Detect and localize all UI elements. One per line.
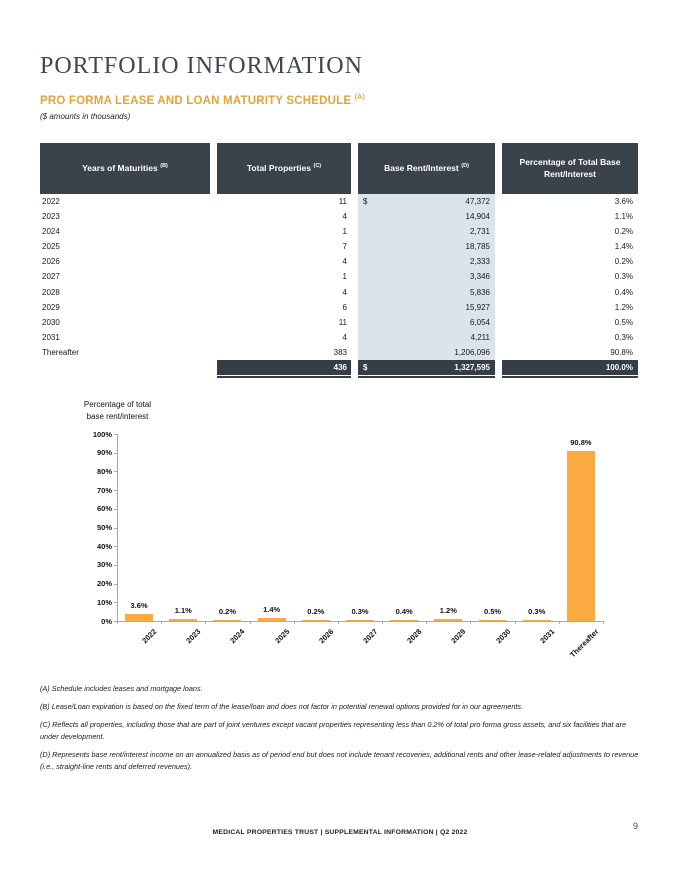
x-category-label: 2024: [228, 627, 247, 646]
y-tick-mark: [114, 602, 117, 603]
y-tick-mark: [114, 471, 117, 472]
chart-bar: [302, 620, 330, 621]
base-rent-value: 47,372: [465, 197, 490, 206]
table-cell-year: Thereafter: [42, 347, 79, 357]
table-cell-properties: 4: [342, 212, 347, 222]
y-tick-mark: [114, 565, 117, 566]
x-category-label: 2025: [272, 627, 291, 646]
y-tick-mark: [114, 490, 117, 491]
table-cell-properties: 4: [342, 287, 347, 297]
base-rent-value: 2,731: [469, 227, 490, 237]
x-category-label: 2031: [537, 627, 557, 646]
table-cell-year: 2027: [42, 272, 60, 282]
table-cell-properties: 7: [342, 242, 347, 252]
section-title-footnote-ref: (A): [354, 94, 365, 101]
base-rent-value: 18,785: [465, 242, 490, 252]
x-tick-mark: [338, 621, 339, 624]
table-cell-base-rent: [358, 315, 495, 330]
table-cell-percentage: 0.2%: [614, 257, 633, 267]
y-tick-label: 50%: [96, 523, 112, 532]
table-cell-percentage: 90.8%: [610, 347, 633, 357]
table-cell-base-rent: [358, 239, 495, 254]
table-cell-properties: 1: [342, 272, 347, 282]
table-total-percentage: 100.0%: [502, 360, 638, 375]
table-total-properties: 436: [217, 360, 351, 375]
table-cell-year: 2025: [42, 242, 60, 252]
y-tick-label: 20%: [96, 579, 112, 589]
y-tick-mark: [114, 621, 117, 622]
section-title-text: PRO FORMA LEASE AND LOAN MATURITY SCHEDULE: [40, 94, 352, 107]
bar-value-label: 0.4%: [395, 607, 413, 616]
table-cell-year: 2029: [42, 302, 60, 312]
footnote: (C) Reflects all properties, including those that are part of joint ventures except vacant properties representing less than 0.2% of total pro forma gross assets, and six facilities that are under development.: [40, 720, 627, 742]
bar-value-label: 0.5%: [483, 607, 502, 616]
chart-bar: [567, 451, 595, 621]
chart-y-axis-title: [55, 399, 180, 422]
y-tick-label: 70%: [96, 485, 112, 495]
bar-value-label: 1.4%: [263, 605, 281, 614]
base-rent-value: 1,206,096: [454, 347, 490, 357]
base-rent-total-value: 1,327,595: [454, 363, 490, 373]
x-category-label: 2030: [493, 627, 512, 646]
chart-bar: [346, 620, 374, 621]
table-cell-percentage: 0.4%: [614, 287, 633, 297]
table-header-cell: [358, 143, 495, 194]
table-cell-percentage: 3.6%: [614, 197, 633, 206]
x-category-label: 2026: [317, 627, 336, 646]
table-header-footnote-ref: (B): [158, 162, 168, 169]
y-tick-label: 80%: [96, 466, 112, 476]
amounts-note: ($ amounts in thousands): [40, 112, 131, 121]
chart-bar: [434, 619, 462, 621]
x-category-label: 2028: [405, 627, 424, 646]
chart-bar: [258, 618, 286, 621]
table-cell-percentage: 0.5%: [614, 317, 633, 327]
chart-bar: [523, 620, 551, 621]
maturity-schedule-table: [40, 143, 638, 375]
x-tick-mark: [294, 621, 295, 624]
table-cell-base-rent: [358, 194, 495, 209]
table-header-label: Base Rent/Interest $^{(D)}$: [384, 162, 469, 173]
table-header-cell: [40, 143, 210, 194]
chart-y-axis-title-line: base rent/interest: [86, 411, 149, 421]
footer-text: MEDICAL PROPERTIES TRUST | SUPPLEMENTAL INFORMATION | Q2 2022: [212, 829, 468, 836]
base-rent-value: 15,927: [465, 302, 490, 312]
table-header-label: Years of Maturities $^{(B)}$: [82, 162, 168, 173]
footnotes: [40, 683, 640, 779]
bar-value-label: 0.2%: [307, 607, 325, 616]
base-rent-value: 3,346: [469, 272, 490, 282]
page-number: 9: [632, 821, 638, 831]
y-tick-mark: [114, 528, 117, 529]
y-tick-label: 30%: [96, 560, 112, 570]
x-category-label: 2022: [140, 627, 159, 646]
table-cell-base-rent: [358, 300, 495, 315]
table-cell-base-rent: [358, 285, 495, 300]
x-tick-mark: [470, 621, 471, 624]
base-rent-value: 2,333: [469, 257, 490, 267]
table-cell-properties: 11: [338, 317, 347, 327]
table-cell-percentage: 0.3%: [614, 272, 633, 282]
table-cell-year: 2026: [42, 257, 60, 267]
table-cell-base-rent: [358, 269, 495, 284]
table-cell-properties: 11: [338, 197, 347, 206]
x-tick-mark: [382, 621, 383, 624]
chart-bar: [213, 620, 241, 621]
dollar-sign: $: [363, 363, 368, 373]
table-cell-year: 2028: [42, 287, 60, 297]
bar-value-label: 0.3%: [351, 607, 369, 616]
y-tick-mark: [114, 434, 117, 435]
chart-bar: [169, 619, 197, 621]
chart-y-axis-title-line: Percentage of total: [83, 400, 152, 409]
bar-value-label: 90.8%: [570, 438, 592, 447]
y-tick-mark: [114, 509, 117, 510]
dollar-sign: $: [363, 197, 368, 206]
x-tick-mark: [250, 621, 251, 624]
base-rent-value: 14,904: [465, 212, 490, 222]
x-tick-mark: [559, 621, 560, 624]
footnote: (D) Represents base rent/interest income on an annualized basis as of period end but does not include tenant recoveries, additional rents and other lease-related adjustments to revenue (i.e., straight-line rents and deferred revenues).: [40, 750, 639, 772]
table-total-base-rent: [358, 360, 495, 375]
x-tick-mark: [205, 621, 206, 624]
table-cell-year: 2030: [42, 317, 60, 327]
table-cell-properties: 4: [342, 332, 347, 342]
bar-value-label: 0.2%: [218, 607, 236, 616]
x-tick-mark: [515, 621, 516, 624]
table-cell-properties: 1: [342, 227, 347, 237]
y-tick-label: 90%: [96, 448, 112, 458]
x-tick-mark: [426, 621, 427, 624]
table-cell-year: 2031: [42, 332, 60, 342]
y-tick-label: 0%: [101, 616, 112, 626]
chart-y-axis: [117, 434, 118, 621]
x-category-label: Thereafter: [567, 627, 601, 660]
y-tick-mark: [114, 546, 117, 547]
x-tick-mark: [117, 621, 118, 624]
table-cell-year: 2023: [42, 212, 60, 222]
x-category-label: 2023: [184, 627, 203, 646]
table-cell-base-rent: [358, 209, 495, 224]
table-cell-base-rent: [358, 330, 495, 345]
table-header-footnote-ref: (C): [311, 162, 322, 169]
table-header-cell: [217, 143, 351, 194]
y-tick-label: 10%: [96, 597, 112, 607]
table-cell-base-rent: [358, 345, 495, 360]
table-total-spacer: [40, 360, 210, 375]
table-header-label: Percentage of Total Base Rent/Interest: [519, 157, 621, 179]
bar-value-label: 1.1%: [174, 606, 192, 615]
bar-value-label: 3.6%: [130, 601, 148, 610]
y-tick-label: 100%: [92, 429, 112, 439]
x-category-label: 2029: [449, 627, 468, 646]
table-cell-percentage: 0.3%: [614, 332, 633, 342]
table-cell-year: 2022: [42, 197, 60, 206]
table-cell-percentage: 1.2%: [614, 302, 633, 312]
x-tick-mark: [161, 621, 162, 624]
y-tick-mark: [114, 453, 117, 454]
table-cell-properties: 4: [342, 257, 347, 267]
y-tick-mark: [114, 584, 117, 585]
chart-bar: [479, 620, 507, 621]
y-tick-label: 60%: [96, 504, 112, 514]
base-rent-value: 4,211: [470, 332, 490, 342]
bar-value-label: 0.3%: [528, 607, 546, 616]
table-header-footnote-ref: (D): [459, 162, 469, 169]
y-tick-label: 40%: [96, 541, 112, 551]
page-title: PORTFOLIO INFORMATION: [40, 53, 363, 79]
table-cell-percentage: 1.1%: [614, 212, 633, 222]
footnote: (B) Lease/Loan expiration is based on the fixed term of the lease/loan and does not factor in potential renewal options provided for in our agreements.: [40, 702, 524, 712]
chart-bar: [125, 614, 153, 621]
chart-x-axis: [117, 621, 603, 622]
chart-bar: [390, 620, 418, 621]
x-tick-mark: [603, 621, 604, 624]
section-title: [40, 94, 365, 107]
footnote: (A) Schedule includes leases and mortgage loans.: [40, 684, 203, 693]
table-cell-percentage: 1.4%: [614, 242, 633, 252]
x-category-label: 2027: [361, 627, 380, 646]
table-cell-year: 2024: [42, 227, 60, 237]
table-cell-percentage: 0.2%: [614, 227, 633, 237]
table-cell-properties: 6: [342, 302, 347, 312]
base-rent-value: 6,054: [469, 317, 490, 327]
base-rent-value: 5,836: [469, 287, 490, 297]
bar-value-label: 1.2%: [439, 606, 457, 615]
table-cell-base-rent: [358, 254, 495, 269]
table-header-label: Total Properties $^{(C)}$: [246, 162, 322, 173]
table-header-cell: [502, 143, 638, 194]
table-cell-properties: 383: [333, 347, 347, 357]
table-cell-base-rent: [358, 224, 495, 239]
